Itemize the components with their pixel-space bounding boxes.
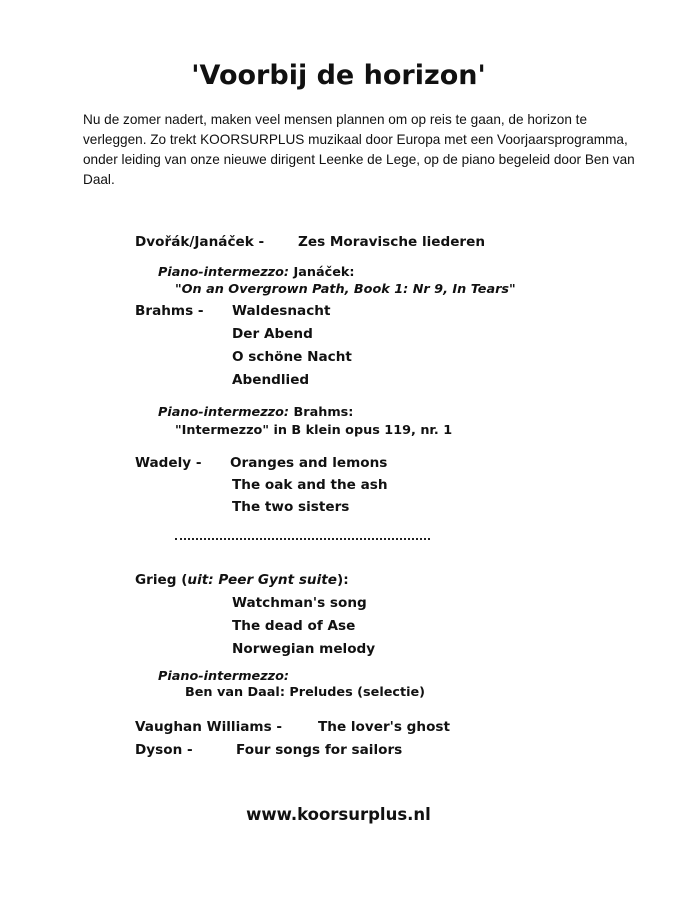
composer-brahms: Brahms -: [135, 303, 204, 319]
composer-wadely: Wadely -: [135, 455, 202, 471]
flyer-title: 'Voorbij de horizon': [191, 60, 486, 91]
website-link: www.koorsurplus.nl: [246, 805, 431, 824]
interlude-label: Piano-intermezzo:: [158, 405, 290, 420]
grieg-source: uit: Peer Gynt suite: [187, 572, 337, 588]
composer-dyson: Dyson -: [135, 742, 193, 758]
work-moravian-songs: Zes Moravische liederen: [298, 234, 486, 250]
piano-interlude-2: [158, 404, 353, 422]
work-brahms-1: Waldesnacht: [232, 303, 331, 319]
work-grieg-3: Norwegian melody: [232, 641, 376, 657]
work-lovers-ghost: The lover's ghost: [318, 719, 451, 735]
work-wadely-3: The two sisters: [232, 499, 350, 515]
work-brahms-2: Der Abend: [232, 326, 313, 342]
interlude-work-2: "Intermezzo" in B klein opus 119, nr. 1: [175, 423, 453, 438]
composer-dvorak: Dvořák/Janáček -: [135, 234, 265, 250]
composer-vaughan-williams: Vaughan Williams -: [135, 719, 283, 735]
interlude-composer: Janáček:: [289, 265, 355, 280]
interlude-composer: Brahms:: [289, 405, 354, 420]
work-grieg-1: Watchman's song: [232, 595, 367, 611]
work-grieg-2: The dead of Ase: [232, 618, 356, 634]
intro-paragraph: Nu de zomer nadert, maken veel mensen plannen om op reis te gaan, de horizon te verleggen. Zo trekt KOORSURPLUS muzikaal door Europa met een Voorjaarsprogramma, onder leiding van onze nieuwe dirigent Leenke de Lege, op de piano begeleid door Ben van Daal.: [83, 112, 635, 187]
interlude-work-1: "On an Overgrown Path, Book 1: Nr 9, In Tears": [175, 282, 516, 297]
work-brahms-4: Abendlied: [232, 372, 310, 388]
piano-interlude-1: [158, 264, 355, 282]
piano-interlude-3: Piano-intermezzo:: [158, 669, 290, 684]
section-divider: [175, 538, 430, 540]
work-wadely-2: The oak and the ash: [232, 477, 388, 493]
composer-grieg: Grieg (uit: Peer Gynt suite):: [135, 572, 349, 588]
work-wadely-1: Oranges and lemons: [230, 455, 388, 471]
work-brahms-3: O schöne Nacht: [232, 349, 352, 365]
work-songs-for-sailors: Four songs for sailors: [236, 742, 403, 758]
interlude-label: Piano-intermezzo:: [158, 265, 290, 280]
interlude-work-3: Ben van Daal: Preludes (selectie): [185, 685, 425, 700]
